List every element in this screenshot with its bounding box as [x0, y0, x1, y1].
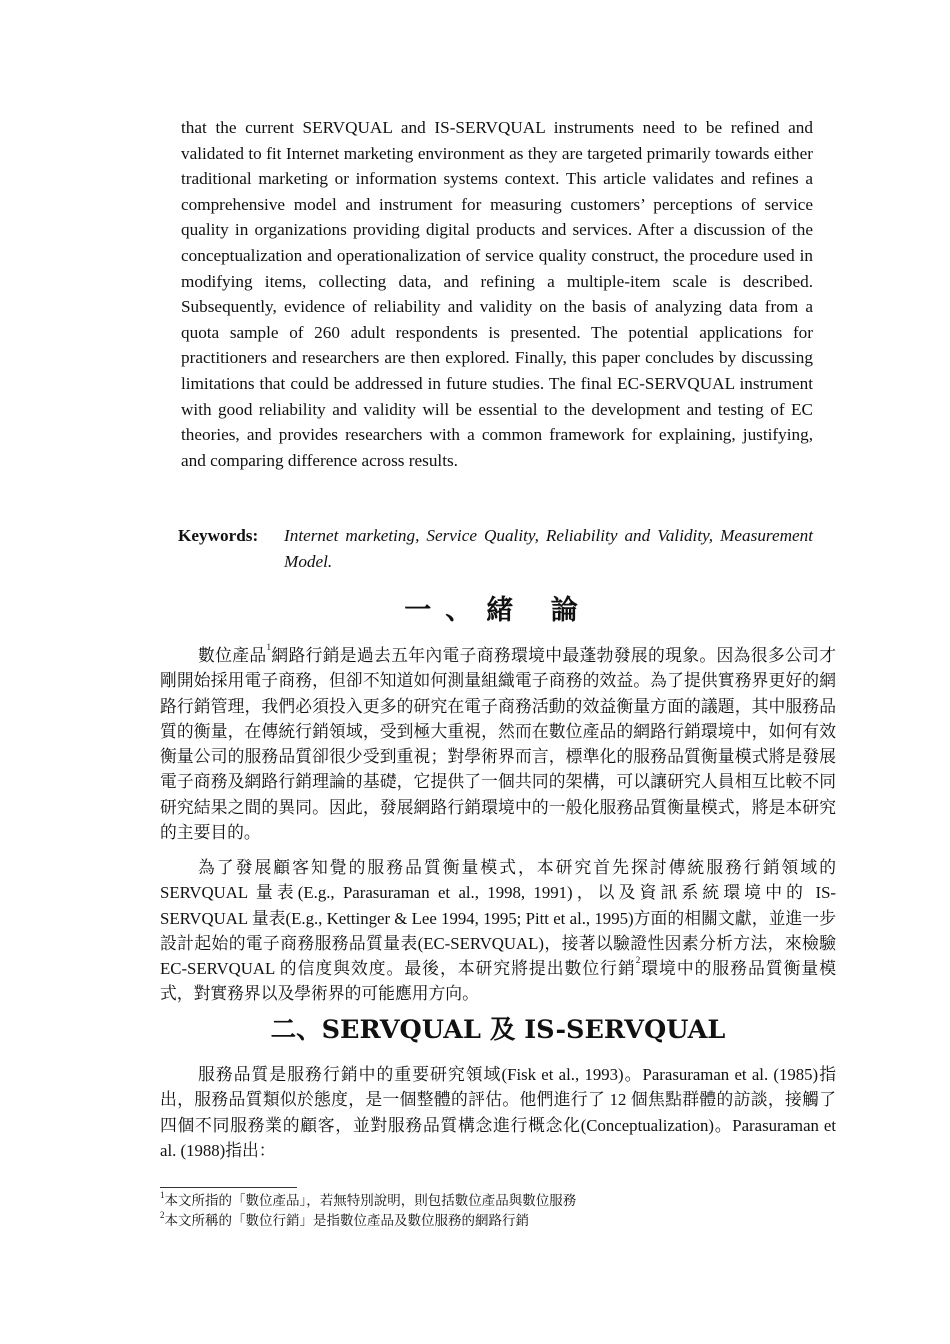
footnotes [160, 1191, 576, 1230]
footnote-divider [160, 1187, 297, 1188]
intro-p1-start: 數位產品 [198, 646, 267, 665]
footnote-2 [160, 1211, 576, 1231]
intro-p1-rest: 網路行銷是過去五年內電子商務環境中最蓬勃發展的現象。因為很多公司才剛開始採用電子商務，但卻不知道如何測量組織電子商務的效益。為了提供實務界更好的網路行銷管理，我們必須投入更多的研究在電子商務活動的效益衡量方面的議題，其中服務品質的衡量，在傳統行銷領域，受到極大重視，然而在數位產品的網路行銷環境中，如何有效衡量公司的服務品質卻很少受到重視；對學術界而言，標準化的服務品質衡量模式將是發展電子商務及網路行銷理論的基礎，它提供了一個共同的架構，可以讓研究人員相互比較不同研究結果之間的異同。因此，發展網路行銷環境中的一般化服務品質衡量模式，將是本研究的主要目的。 [160, 646, 836, 843]
abstract-continuation [181, 115, 813, 473]
footnote-text: 本文所稱的「數位行銷」是指數位產品及數位服務的網路行銷 [164, 1212, 529, 1228]
keywords-text: Internet marketing, Service Quality, Reliability and Validity, Measurement Model. [284, 526, 813, 571]
intro-p2-rest: 環境中的服務品質衡量模式，對實務界以及學術界的可能應用方向。 [160, 959, 836, 1004]
intro-p2-start: 為了發展顧客知覺的服務品質衡量模式，本研究首先探討傳統服務行銷領域的 SERVQUAL 量表(E.g., Parasuraman et al., 1998, 1991)，以及資訊系統環境中的 IS-SERVQUAL 量表(E.g., Kettinger & Lee 1994, 1995; Pitt et al., 1995)方面的相關文獻，並進一步設計起始的電子商務服務品質量表(EC-SERVQUAL)，接著以驗證性因素分析方法，來檢驗 EC-SERVQUAL 的信度與效度。最後，本研究將提出數位行銷 [160, 858, 836, 979]
abstract-paragraph: that the current SERVQUAL and IS-SERVQUAL instruments need to be refined and validated to fit Internet marketing environment as they are targeted primarily towards either traditional marketing or information systems context. This article validates and refines a comprehensive model and instrument for measuring customers’ perceptions of service quality in organizations providing digital products and services. After a discussion of the conceptualization and operationalization of service quality construct, the procedure used in modifying items, collecting data, and refining a multiple-item scale is described. Subsequently, evidence of reliability and validity on the basis of analyzing data from a quota sample of 260 adult respondents is presented. The potential applications for practitioners and researchers are then explored. Finally, this paper concludes by discussing limitations that could be addressed in future studies. The final EC-SERVQUAL instrument with good reliability and validity will be essential to the development and testing of EC theories, and provides researchers with a common framework for explaining, justifying, and comparing difference across results. [181, 118, 813, 470]
footnote-ref-2: 2 [635, 955, 641, 966]
intro-paragraph-2 [160, 855, 836, 1007]
section-heading-servqual: 二、SERVQUAL 及 IS-SERVQUAL [270, 1015, 726, 1045]
intro-paragraph-1 [160, 643, 836, 845]
footnote-ref-1: 1 [266, 642, 271, 652]
keywords-label: Keywords: [178, 526, 259, 545]
keywords-block [178, 523, 813, 574]
footnote-text: 本文所指的「數位產品」，若無特別說明，則包括數位產品與數位服務 [164, 1193, 577, 1208]
servqual-paragraph-1 [160, 1062, 836, 1163]
footnote-mark: 1 [160, 1190, 165, 1200]
section-heading-introduction: 一、緒 論 [404, 595, 592, 626]
footnote-1 [160, 1191, 576, 1211]
footnote-mark: 2 [160, 1209, 165, 1220]
servqual-p1-text: 服務品質是服務行銷中的重要研究領域(Fisk et al., 1993)。Parasuraman et al. (1985)指出，服務品質類似於態度，是一個整體的評估。他們進行了 12 個焦點群體的訪談，接觸了四個不同服務業的顧客，並對服務品質構念進行概念化(Conceptualization)。Parasuraman et al. (1988)指出： [160, 1065, 836, 1160]
